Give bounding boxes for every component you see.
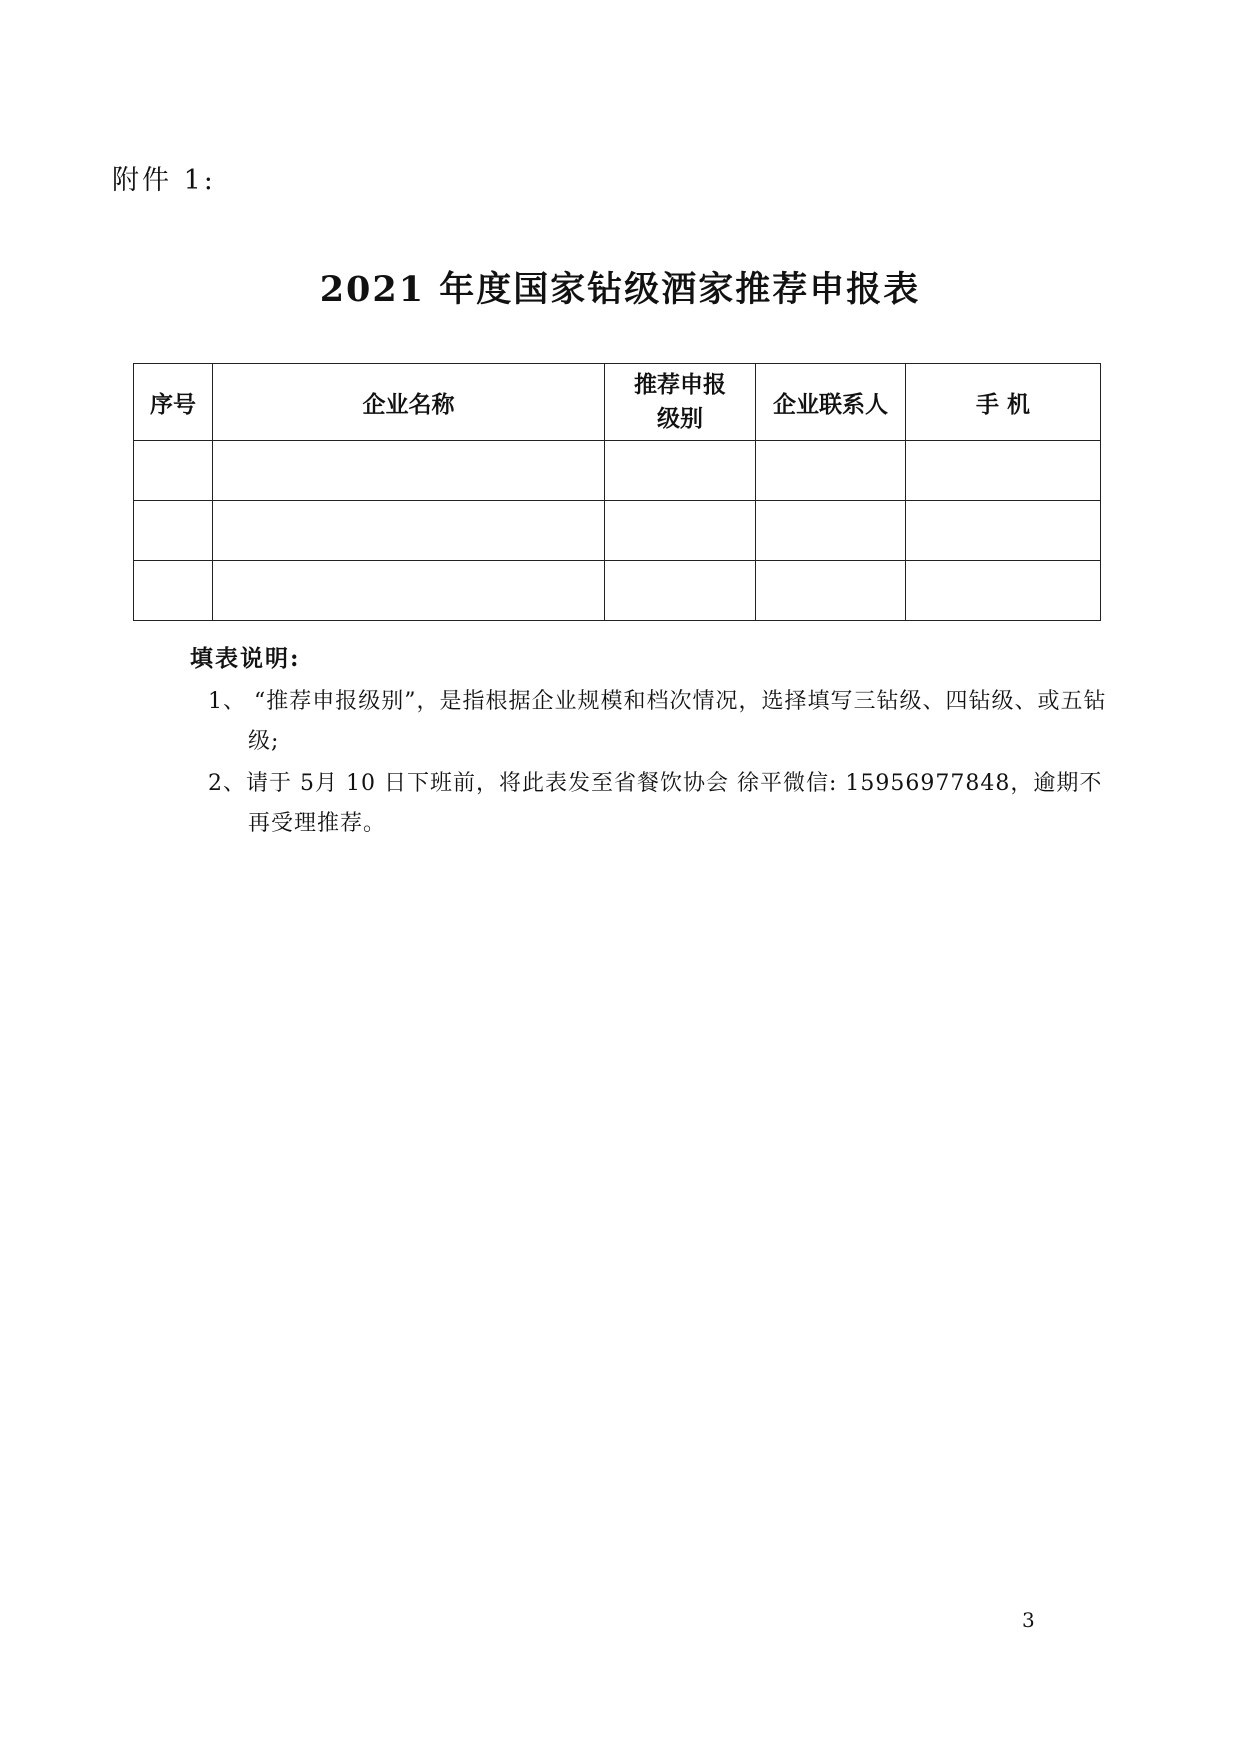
header-recommend-level-line1: 推荐申报	[634, 371, 726, 398]
header-company-name: 企业名称	[213, 364, 605, 441]
cell-phone[interactable]	[906, 441, 1101, 501]
cell-recommend-level[interactable]	[605, 441, 756, 501]
cell-phone[interactable]	[906, 501, 1101, 561]
cell-recommend-level[interactable]	[605, 561, 756, 621]
header-recommend-level-line2: 级别	[657, 405, 703, 432]
cell-contact[interactable]	[756, 501, 906, 561]
table-row	[134, 501, 1101, 561]
cell-contact[interactable]	[756, 561, 906, 621]
table-row	[134, 441, 1101, 501]
cell-recommend-level[interactable]	[605, 501, 756, 561]
cell-phone[interactable]	[906, 561, 1101, 621]
header-phone: 手 机	[906, 364, 1101, 441]
header-contact: 企业联系人	[756, 364, 906, 441]
page-number: 3	[1022, 1608, 1035, 1632]
cell-seq[interactable]	[134, 441, 213, 501]
table-header-row	[134, 364, 1101, 441]
cell-contact[interactable]	[756, 441, 906, 501]
cell-seq[interactable]	[134, 501, 213, 561]
notes-heading: 填表说明:	[190, 645, 301, 672]
page-title: 2021 年度国家钻级酒家推荐申报表	[319, 269, 921, 310]
application-form-table	[133, 363, 1101, 621]
cell-company-name[interactable]	[213, 501, 605, 561]
table-row	[134, 561, 1101, 621]
attachment-label: 附件 1:	[112, 165, 216, 196]
note-item-1: 1、 “推荐申报级别”，是指根据企业规模和档次情况，选择填写三钻级、四钻级、或五钻级;	[208, 689, 1107, 754]
cell-company-name[interactable]	[213, 441, 605, 501]
cell-seq[interactable]	[134, 561, 213, 621]
cell-company-name[interactable]	[213, 561, 605, 621]
note-item-2: 2、请于 5月 10 日下班前，将此表发至省餐饮协会 徐平微信: 15956977848，逾期不再受理推荐。	[208, 771, 1103, 836]
header-recommend-level	[605, 364, 756, 441]
header-seq: 序号	[134, 364, 213, 441]
